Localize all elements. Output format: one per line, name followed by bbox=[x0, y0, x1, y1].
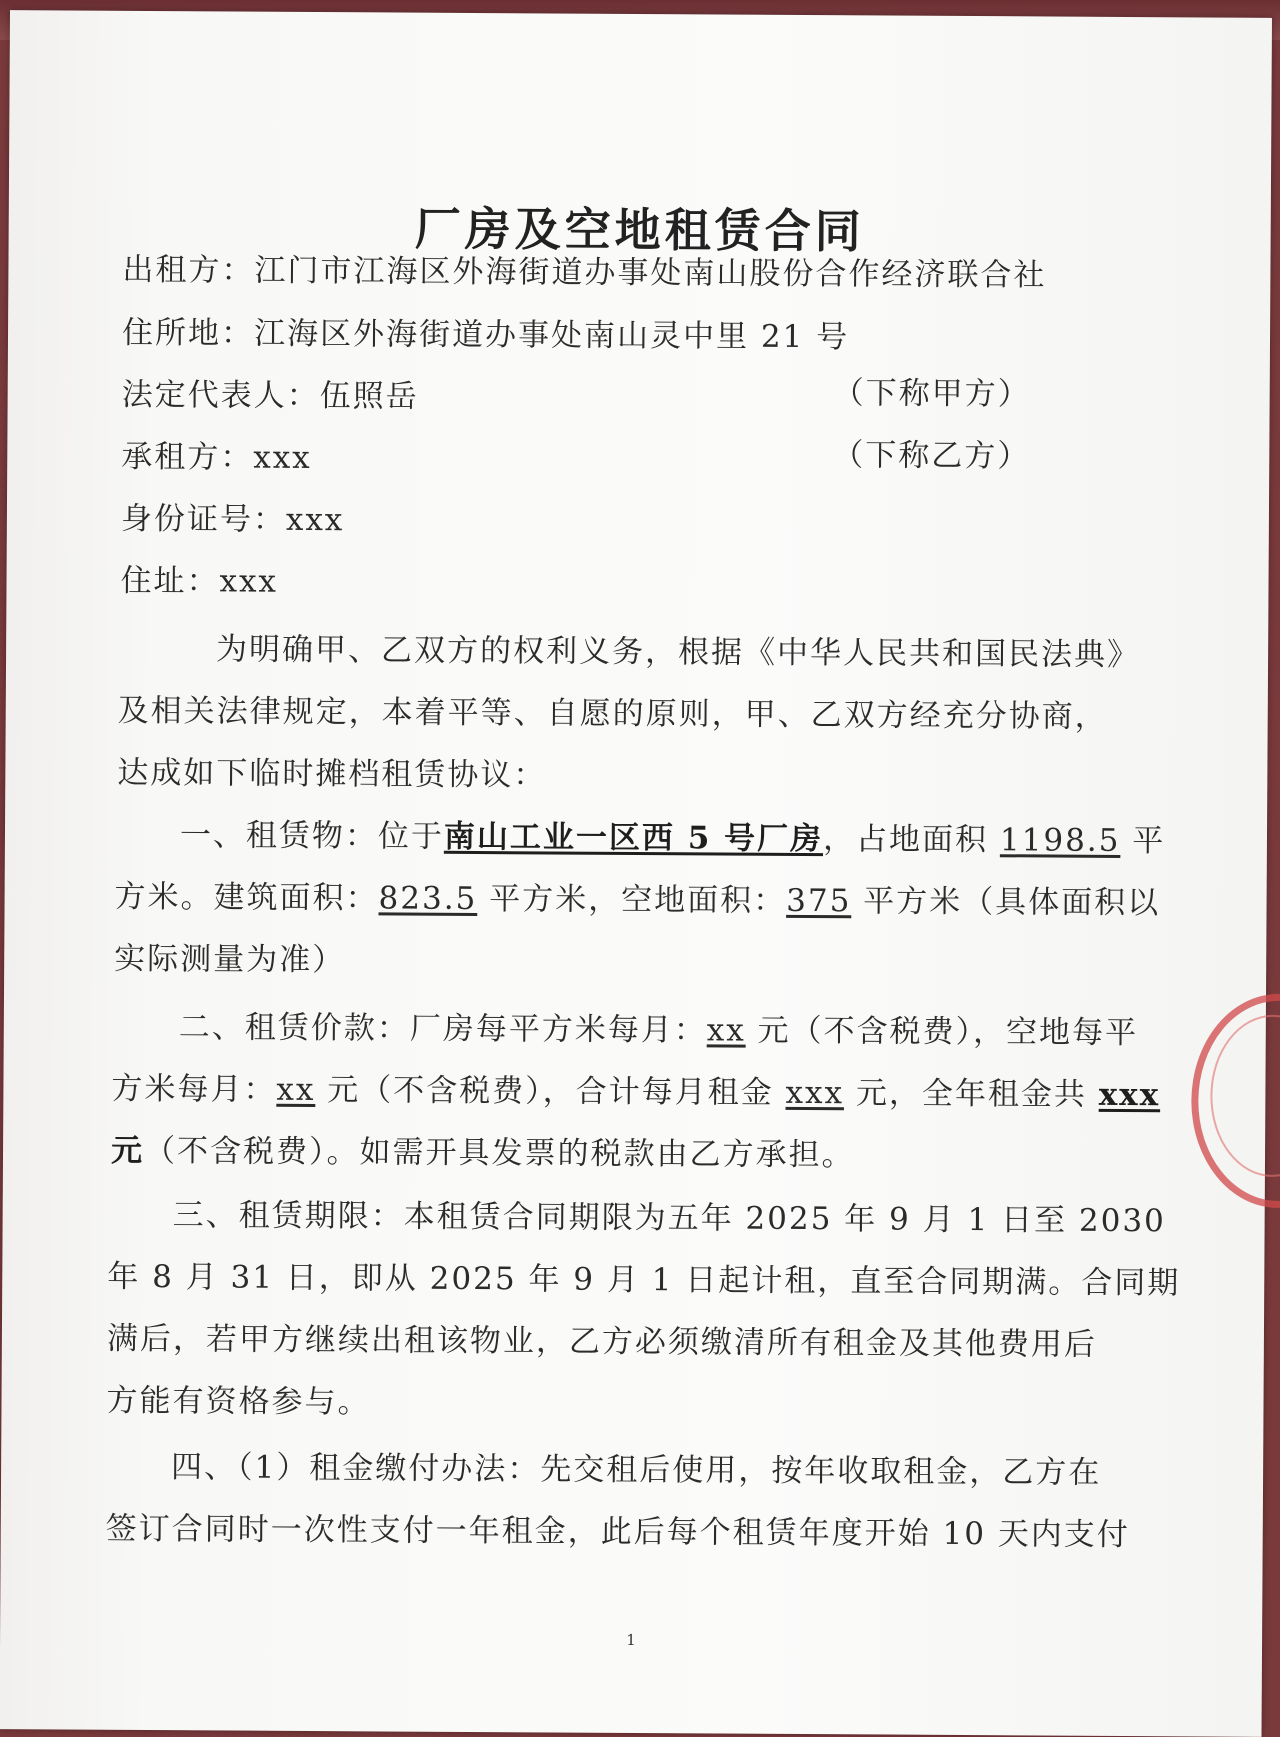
clause-2-line-2 bbox=[111, 1063, 1160, 1114]
clause-2-line-3 bbox=[111, 1125, 855, 1175]
lessee-address-line: 住址：xxx bbox=[120, 562, 279, 600]
clause-1-line-2 bbox=[114, 871, 1160, 922]
building-area-value: 823.5 bbox=[378, 880, 478, 918]
property-location: 南山工业一区西 5 号厂房 bbox=[443, 818, 824, 858]
clause-2-text: 元（不含税费），空地每平 bbox=[745, 1012, 1139, 1052]
open-area-value: 375 bbox=[786, 882, 852, 920]
party-a-note: （下称甲方） bbox=[832, 375, 1031, 413]
clause-3-line-1: 三、租赁期限：本租赁合同期限为五年 2025 年 9 月 1 日至 2030 bbox=[172, 1197, 1166, 1240]
clause-1-line-3: 实际测量为准） bbox=[114, 940, 346, 979]
preamble-line-1: 为明确甲、乙双方的权利义务，根据《中华人民共和国民法典》 bbox=[216, 631, 1141, 674]
clause-3-line-2: 年 8 月 31 日，即从 2025 年 9 月 1 日起计租，直至合同期满。合同期 bbox=[107, 1258, 1181, 1302]
clause-2-label: 二、租赁价款：厂房每平方米每月： bbox=[178, 1009, 707, 1049]
legal-rep-line: 法定代表人：伍照岳 bbox=[121, 376, 419, 415]
clause-2-open-label: 方米每月： bbox=[111, 1070, 277, 1108]
preamble-line-3: 达成如下临时摊档租赁协议： bbox=[117, 754, 547, 794]
land-area-value: 1198.5 bbox=[999, 822, 1121, 859]
clause-1-text: ，占地面积 bbox=[823, 821, 1001, 859]
clause-1-line-1 bbox=[180, 809, 1166, 860]
currency-unit: 元 bbox=[110, 1132, 145, 1169]
clause-3-line-3: 满后，若甲方继续出租该物业，乙方必须缴清所有租金及其他费用后 bbox=[106, 1320, 1097, 1363]
clause-4-line-2: 签订合同时一次性支付一年租金，此后每个租赁年度开始 10 天内支付 bbox=[105, 1510, 1130, 1554]
clause-3-line-4: 方能有资格参与。 bbox=[106, 1382, 371, 1421]
clause-1-building-label: 方米。建筑面积： bbox=[114, 878, 379, 917]
lessee-line: 承租方：xxx bbox=[121, 438, 312, 476]
page-number: 1 bbox=[626, 1630, 636, 1649]
monthly-rent-value: xxx bbox=[785, 1074, 845, 1112]
seal-inner-ring bbox=[1210, 1014, 1280, 1177]
clause-4-line-1: 四、（1）租金缴付办法：先交租后使用，按年收取租金，乙方在 bbox=[171, 1449, 1102, 1491]
document-title: 厂房及空地租赁合同 bbox=[414, 201, 865, 259]
clause-2-monthly-label: 元（不含税费），合计每月租金 bbox=[315, 1072, 786, 1111]
annual-rent-value: xxx bbox=[1098, 1076, 1161, 1114]
open-unit-price: xx bbox=[276, 1071, 316, 1109]
clause-1-tail: 平方米（具体面积以 bbox=[851, 883, 1161, 922]
contract-page bbox=[0, 10, 1272, 1737]
clause-2-tax-note: （不含税费）。如需开具发票的税款由乙方承担。 bbox=[143, 1132, 855, 1174]
clause-1-open-label: 平方米，空地面积： bbox=[477, 881, 787, 919]
clause-1-unit: 平 bbox=[1120, 822, 1166, 860]
factory-unit-price: xx bbox=[706, 1012, 746, 1049]
clause-2-line-1 bbox=[179, 1001, 1139, 1052]
preamble-line-2: 及相关法律规定，本着平等、自愿的原则，甲、乙双方经充分协商， bbox=[117, 692, 1108, 735]
clause-1-label: 一、租赁物：位于 bbox=[179, 817, 445, 855]
party-b-note: （下称乙方） bbox=[832, 437, 1031, 475]
id-number-line: 身份证号：xxx bbox=[120, 500, 345, 539]
address-line: 住所地：江海区外海街道办事处南山灵中里 21 号 bbox=[121, 314, 850, 356]
clause-2-annual-label: 元，全年租金共 bbox=[843, 1075, 1099, 1113]
red-seal-stamp bbox=[1191, 993, 1280, 1208]
lessor-line: 出租方：江门市江海区外海街道办事处南山股份合作经济联合社 bbox=[122, 251, 1047, 294]
